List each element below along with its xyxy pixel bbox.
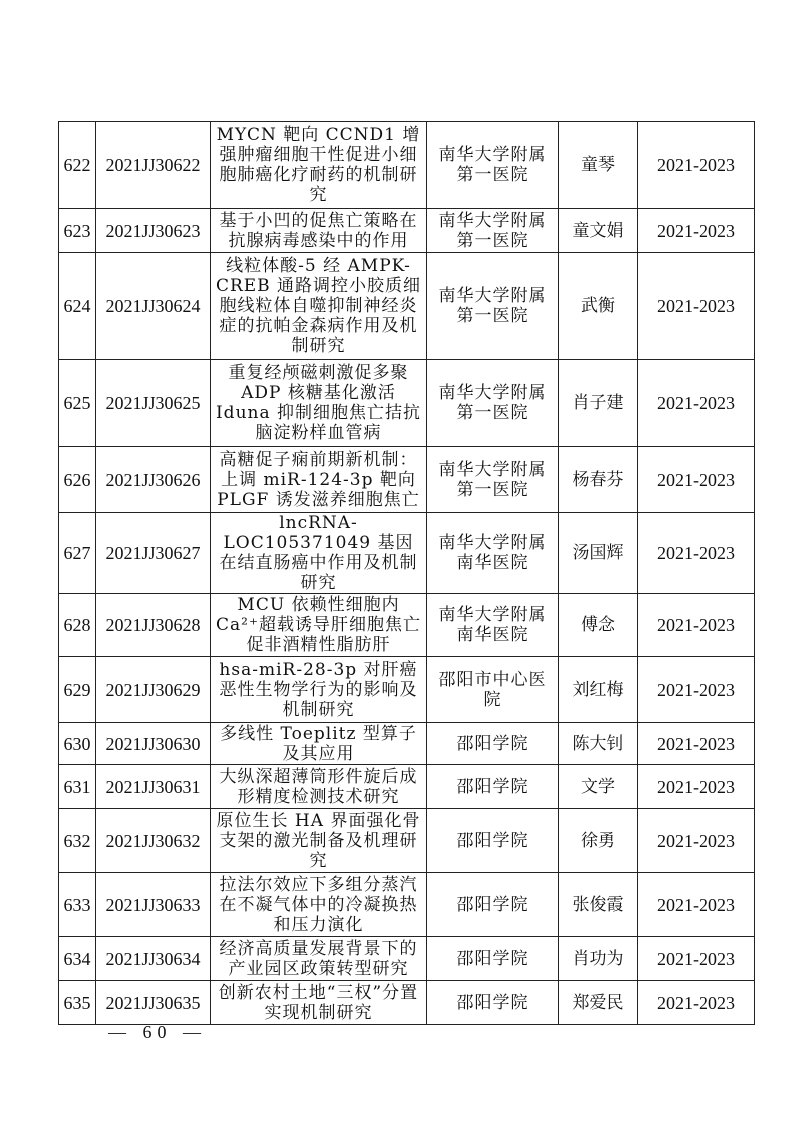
row-number: 628 xyxy=(59,594,96,657)
project-code: 2021JJ30631 xyxy=(96,765,211,809)
project-title: 经济高质量发展背景下的产业园区政策转型研究 xyxy=(211,937,427,981)
project-period: 2021-2023 xyxy=(638,253,755,360)
project-period: 2021-2023 xyxy=(638,723,755,765)
row-number: 626 xyxy=(59,447,96,513)
institution: 南华大学附属第一医院 xyxy=(427,447,559,513)
project-code: 2021JJ30625 xyxy=(96,360,211,447)
row-number: 635 xyxy=(59,981,96,1025)
table-row xyxy=(59,253,755,360)
project-leader: 郑爱民 xyxy=(559,981,638,1025)
project-title: hsa-miR-28-3p 对肝癌恶性生物学行为的影响及机制研究 xyxy=(211,657,427,723)
project-title: 重复经颅磁刺激促多聚 ADP 核糖基化激活 Iduna 抑制细胞焦亡拮抗脑淀粉样血管病 xyxy=(211,360,427,447)
project-code: 2021JJ30629 xyxy=(96,657,211,723)
institution: 邵阳学院 xyxy=(427,937,559,981)
row-number: 631 xyxy=(59,765,96,809)
row-number: 634 xyxy=(59,937,96,981)
project-period: 2021-2023 xyxy=(638,765,755,809)
institution: 邵阳学院 xyxy=(427,765,559,809)
institution: 邵阳学院 xyxy=(427,723,559,765)
project-period: 2021-2023 xyxy=(638,513,755,594)
project-period: 2021-2023 xyxy=(638,122,755,209)
project-title: MCU 依赖性细胞内 Ca²⁺超载诱导肝细胞焦亡促非酒精性脂肪肝 xyxy=(211,594,427,657)
project-code: 2021JJ30635 xyxy=(96,981,211,1025)
project-leader: 陈大钊 xyxy=(559,723,638,765)
project-title: lncRNA-LOC105371049 基因在结直肠癌中作用及机制研究 xyxy=(211,513,427,594)
project-leader: 文学 xyxy=(559,765,638,809)
project-table xyxy=(58,121,755,1025)
project-code: 2021JJ30627 xyxy=(96,513,211,594)
table-row xyxy=(59,873,755,937)
project-title: MYCN 靶向 CCND1 增强肿瘤细胞干性促进小细胞肺癌化疗耐药的机制研究 xyxy=(211,122,427,209)
table-row xyxy=(59,513,755,594)
project-leader: 汤国辉 xyxy=(559,513,638,594)
project-period: 2021-2023 xyxy=(638,209,755,253)
table-row xyxy=(59,447,755,513)
project-title: 原位生长 HA 界面强化骨支架的激光制备及机理研究 xyxy=(211,809,427,873)
project-leader: 童文娟 xyxy=(559,209,638,253)
project-leader: 肖功为 xyxy=(559,937,638,981)
project-title: 大纵深超薄筒形件旋后成形精度检测技术研究 xyxy=(211,765,427,809)
project-code: 2021JJ30628 xyxy=(96,594,211,657)
project-leader: 徐勇 xyxy=(559,809,638,873)
table-row xyxy=(59,981,755,1025)
project-code: 2021JJ30630 xyxy=(96,723,211,765)
project-code: 2021JJ30632 xyxy=(96,809,211,873)
project-code: 2021JJ30623 xyxy=(96,209,211,253)
project-title: 基于小凹的促焦亡策略在抗腺病毒感染中的作用 xyxy=(211,209,427,253)
institution: 南华大学附属南华医院 xyxy=(427,594,559,657)
project-period: 2021-2023 xyxy=(638,594,755,657)
project-code: 2021JJ30633 xyxy=(96,873,211,937)
project-period: 2021-2023 xyxy=(638,937,755,981)
project-leader: 童琴 xyxy=(559,122,638,209)
project-period: 2021-2023 xyxy=(638,360,755,447)
table-row xyxy=(59,122,755,209)
project-title: 拉法尔效应下多组分蒸汽在不凝气体中的冷凝换热和压力演化 xyxy=(211,873,427,937)
project-period: 2021-2023 xyxy=(638,981,755,1025)
project-period: 2021-2023 xyxy=(638,809,755,873)
institution: 南华大学附属第一医院 xyxy=(427,122,559,209)
row-number: 622 xyxy=(59,122,96,209)
row-number: 623 xyxy=(59,209,96,253)
table-row xyxy=(59,809,755,873)
project-code: 2021JJ30622 xyxy=(96,122,211,209)
institution: 邵阳学院 xyxy=(427,809,559,873)
project-code: 2021JJ30626 xyxy=(96,447,211,513)
page-number: — 60 — xyxy=(108,1022,207,1042)
project-period: 2021-2023 xyxy=(638,657,755,723)
project-leader: 肖子建 xyxy=(559,360,638,447)
project-leader: 杨春芬 xyxy=(559,447,638,513)
project-period: 2021-2023 xyxy=(638,447,755,513)
institution: 邵阳市中心医院 xyxy=(427,657,559,723)
row-number: 625 xyxy=(59,360,96,447)
project-code: 2021JJ30624 xyxy=(96,253,211,360)
project-title: 多线性 Toeplitz 型算子及其应用 xyxy=(211,723,427,765)
row-number: 632 xyxy=(59,809,96,873)
institution: 南华大学附属南华医院 xyxy=(427,513,559,594)
project-period: 2021-2023 xyxy=(638,873,755,937)
project-title: 创新农村土地“三权”分置实现机制研究 xyxy=(211,981,427,1025)
table-row xyxy=(59,723,755,765)
row-number: 630 xyxy=(59,723,96,765)
table-row xyxy=(59,594,755,657)
project-title: 线粒体酸-5 经 AMPK-CREB 通路调控小胶质细胞线粒体自噬抑制神经炎症的抗帕金森病作用及机制研究 xyxy=(211,253,427,360)
row-number: 627 xyxy=(59,513,96,594)
table-row xyxy=(59,360,755,447)
institution: 南华大学附属第一医院 xyxy=(427,360,559,447)
row-number: 629 xyxy=(59,657,96,723)
table-row xyxy=(59,937,755,981)
row-number: 633 xyxy=(59,873,96,937)
project-leader: 刘红梅 xyxy=(559,657,638,723)
table-row xyxy=(59,765,755,809)
row-number: 624 xyxy=(59,253,96,360)
project-leader: 张俊霞 xyxy=(559,873,638,937)
institution: 邵阳学院 xyxy=(427,981,559,1025)
project-leader: 傅念 xyxy=(559,594,638,657)
table-row xyxy=(59,657,755,723)
project-code: 2021JJ30634 xyxy=(96,937,211,981)
project-leader: 武衡 xyxy=(559,253,638,360)
institution: 邵阳学院 xyxy=(427,873,559,937)
project-title: 高糖促子痫前期新机制：上调 miR-124-3p 靶向 PLGF 诱发滋养细胞焦亡 xyxy=(211,447,427,513)
table-row xyxy=(59,209,755,253)
institution: 南华大学附属第一医院 xyxy=(427,209,559,253)
institution: 南华大学附属第一医院 xyxy=(427,253,559,360)
